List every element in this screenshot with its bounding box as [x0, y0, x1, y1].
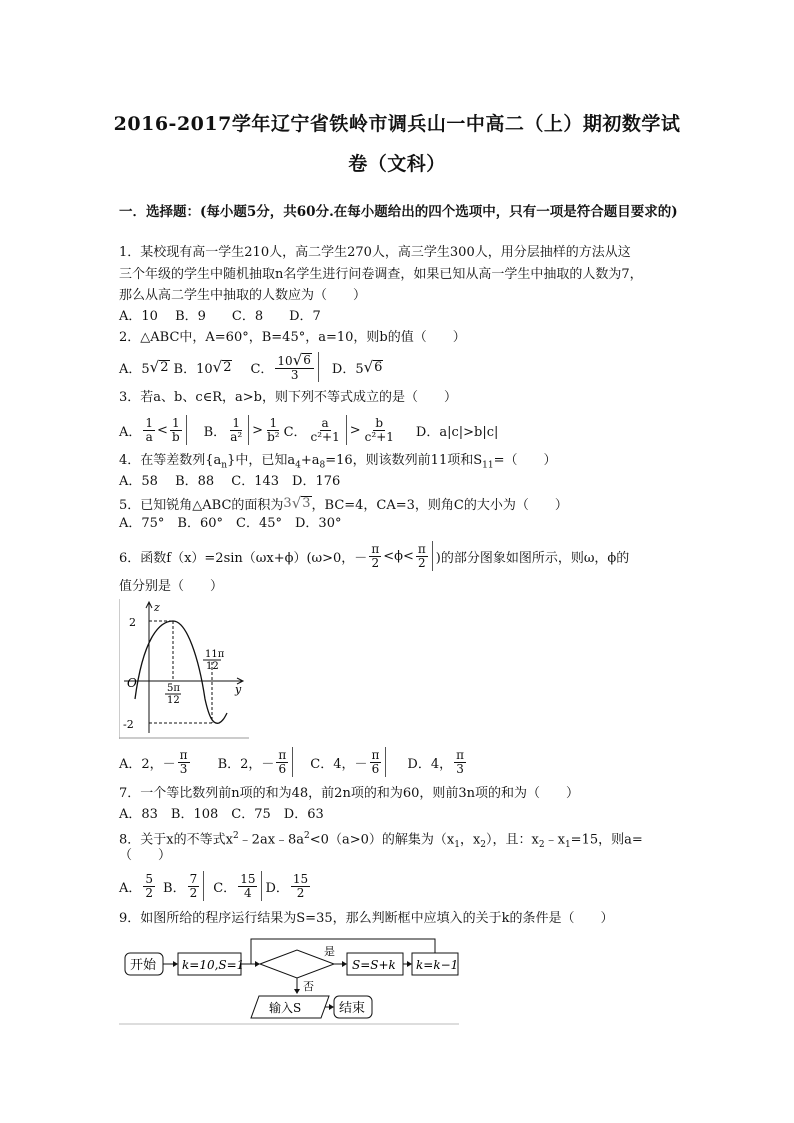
- q2-option-a-radical: [149, 357, 170, 376]
- flow-start-label: 开始: [130, 958, 157, 973]
- q4-stem: [119, 452, 557, 475]
- q2-option-b-radical: [212, 357, 233, 376]
- fraction: [228, 417, 244, 444]
- q5-stem: [119, 493, 568, 513]
- numerator: b: [375, 415, 384, 430]
- flow-output-label: 输入S: [269, 1001, 302, 1015]
- numerator: π: [456, 747, 464, 762]
- q2-options: [119, 350, 383, 384]
- denominator: 2: [145, 885, 154, 900]
- y-axis-label: y: [235, 683, 242, 696]
- q8-stem-text: ﹣x: [544, 832, 565, 848]
- flow-yes-label: 是: [324, 945, 335, 958]
- divider: [186, 415, 187, 445]
- q4-stem-text: =（ ）: [493, 453, 557, 468]
- denominator: 2: [296, 885, 305, 900]
- q1-options: A．10 B．9 C．8 D．7: [119, 309, 321, 324]
- arrowhead-icon: [173, 961, 178, 967]
- greater-than-sign: >: [349, 422, 361, 438]
- superscript: 2: [232, 831, 239, 841]
- sqrt-icon: √: [363, 357, 374, 376]
- section-heading: 一．选择题：(每小题5分，共60分.在每小题给出的四个选项中，只有一项是符合题目要求的): [119, 204, 678, 220]
- q2-option-c-num: 10: [277, 353, 293, 368]
- q1-line-2: 三个年级的学生中随机抽取n名学生进行问卷调查，如果已知从高一学生中抽取的人数为7，: [119, 267, 643, 282]
- q4-stem-text: +a: [300, 453, 320, 468]
- q5-area-radicand: 3: [302, 496, 311, 511]
- q2-option-b-label: B．10: [173, 361, 213, 377]
- divider: [292, 747, 293, 777]
- q3-option-a-label: A．: [119, 424, 142, 440]
- numerator: a: [321, 415, 329, 430]
- q8-option-d-label: D．: [265, 880, 289, 896]
- greater-than-sign: >: [252, 422, 264, 438]
- fraction: [265, 417, 282, 444]
- arrowhead-icon: [294, 989, 300, 994]
- fraction: [238, 873, 257, 900]
- numerator: π: [278, 747, 287, 762]
- divider: [385, 747, 386, 777]
- xlabel-5pi-num: 5π: [167, 683, 180, 694]
- denominator: a: [145, 429, 153, 444]
- numerator: 5: [145, 871, 154, 886]
- q4-options: A．58 B．88 C．143 D．176: [119, 474, 341, 489]
- q4-stem-text: }中，已知a: [227, 453, 296, 468]
- sqrt-icon: √: [291, 493, 302, 512]
- arrowhead-icon: [342, 961, 347, 967]
- q7-stem: 7．一个等比数列前n项的和为48，前2n项的和为60，则前3n项的和为（ ）: [119, 786, 580, 801]
- q8-stem-text: ﹣2ax﹣8a: [238, 832, 305, 848]
- xlabel-11pi-den: 12: [206, 661, 219, 672]
- numerator: 1: [171, 415, 180, 430]
- fraction: [188, 873, 200, 900]
- q4-stem-text: =16，则该数列前11项和S: [325, 453, 483, 468]
- subscript: 2: [538, 839, 545, 850]
- q6-stem-text: 6．函数f（x）=2sin（ωx+ϕ）(ω>0，－: [119, 550, 368, 566]
- divider: [346, 415, 347, 445]
- q5-stem-text: ，BC=4，CA=3，则角C的大小为（ ）: [311, 497, 568, 513]
- q3-option-d: D．a|c|>b|c|: [415, 424, 499, 440]
- q4-stem-text: 4．在等差数列{a: [119, 453, 222, 468]
- divider: [318, 352, 319, 382]
- q8-stem-text: 8．关于x的不等式x: [119, 832, 233, 848]
- fraction: [170, 417, 182, 444]
- subscript: 4: [295, 460, 301, 471]
- q8-stem-text: <0（a>0）的解集为（x: [309, 832, 455, 848]
- xlabel-5pi-den: 12: [167, 695, 180, 706]
- q2-stem: 2．△ABC中，A=60°，B=45°，a=10，则b的值（ ）: [119, 330, 466, 345]
- flow-decision-diamond: [260, 950, 334, 978]
- fraction: [276, 749, 288, 776]
- fraction: [369, 543, 381, 570]
- q2-option-a-radicand: 2: [160, 360, 169, 375]
- q5-area-coefficient: 3: [283, 495, 292, 511]
- q2-option-c-den: 3: [290, 367, 299, 382]
- divider: [432, 541, 433, 571]
- q6-stem-text: <ϕ<: [383, 548, 414, 564]
- exam-title-line-2: 卷（文科）: [348, 153, 446, 175]
- q6-stem: [119, 538, 629, 574]
- numerator: π: [371, 747, 380, 762]
- divider: [261, 871, 262, 901]
- denominator: 6: [371, 761, 380, 776]
- q2-option-c-fraction: [275, 350, 313, 382]
- q6-option-a-label: A．2，－: [119, 756, 176, 772]
- fraction: [454, 749, 466, 776]
- q5-options: A．75° B．60° C．45° D．30°: [119, 516, 342, 531]
- subscript: 1: [564, 839, 571, 850]
- q8-line-2: （ ）: [119, 848, 172, 863]
- q8-stem-text: ），且：x: [486, 832, 539, 848]
- arrowhead-icon: [329, 1004, 334, 1010]
- sqrt-icon: √: [212, 357, 223, 376]
- q1-line-3: 那么从高二学生中抽取的人数应为（ ）: [119, 288, 367, 303]
- origin-label: O: [127, 676, 137, 690]
- denominator: 4: [244, 885, 252, 900]
- denominator: 2: [417, 555, 426, 570]
- numerator: π: [371, 541, 380, 556]
- q6-stem-text: )的部分图象如图所示，则ω，ϕ的: [435, 550, 630, 566]
- q8-option-b-label: B．: [163, 880, 186, 896]
- numerator: 1: [269, 415, 278, 430]
- superscript: 2: [304, 831, 310, 841]
- numerator: π: [179, 747, 188, 762]
- divider: [203, 871, 204, 901]
- denominator: a²: [230, 429, 243, 444]
- denominator: 2: [189, 885, 198, 900]
- denominator: b: [171, 429, 180, 444]
- subscript: 8: [319, 460, 326, 471]
- flow-init-label: k=10,S=1: [182, 958, 245, 972]
- numerator: 15: [292, 871, 309, 886]
- q2-option-d-radicand: 6: [374, 360, 383, 375]
- divider: [248, 415, 249, 445]
- fraction: [363, 417, 396, 444]
- q6-option-b-label: B．2，－: [217, 756, 275, 772]
- fraction: [416, 543, 428, 570]
- q8-option-a-label: A．: [119, 880, 142, 896]
- q3-stem: 3．若a、b、c∈R，a>b，则下列不等式成立的是（ ）: [119, 390, 458, 405]
- q9-stem: 9．如图所给的程序运行结果为S=35，那么判断框中应填入的关于k的条件是（ ）: [119, 911, 614, 926]
- q1-line-1: 1．某校现有高一学生210人，高二学生270人，高三学生300人，用分层抽样的方法从这: [119, 245, 631, 260]
- sqrt-icon: √: [149, 357, 160, 376]
- fraction: [370, 749, 382, 776]
- q6-options: [119, 744, 468, 780]
- q5-stem-text: 5．已知锐角△ABC的面积为: [119, 497, 284, 513]
- ytick-top: 2: [129, 616, 136, 629]
- q6-option-d-label: D．4，: [407, 756, 453, 772]
- flow-end-label: 结束: [339, 1001, 366, 1016]
- subscript: 11: [482, 460, 494, 471]
- q3-options: [119, 410, 498, 450]
- arrowhead-icon: [407, 961, 412, 967]
- sqrt-icon: √: [292, 350, 303, 369]
- q8-option-c-label: C．: [213, 880, 237, 896]
- xlabel-11pi-num: 11π: [205, 649, 225, 660]
- numerator: 15: [240, 871, 256, 886]
- q3-option-c-label: C．: [283, 424, 307, 440]
- flow-loop-line: [251, 939, 435, 964]
- numerator: 7: [189, 871, 198, 886]
- less-than-sign: <: [157, 422, 168, 438]
- denominator: c²+1: [310, 429, 340, 444]
- denominator: 2: [371, 555, 380, 570]
- subscript: 2: [480, 839, 487, 850]
- numerator: 1: [145, 415, 154, 430]
- fraction: [309, 417, 342, 444]
- q2-option-a-label: A．5: [119, 361, 150, 377]
- q6-line-2: 值分别是（ ）: [119, 579, 224, 594]
- denominator: c²+1: [364, 429, 394, 444]
- flow-no-label: 否: [303, 980, 314, 993]
- denominator: b²: [267, 429, 280, 444]
- denominator: 3: [456, 761, 464, 776]
- q9-flowchart: [119, 933, 464, 1025]
- q5-area-radical: [291, 493, 312, 512]
- q6-sine-graph: [119, 599, 249, 739]
- denominator: 6: [278, 761, 287, 776]
- q8-stem-text: ，x: [459, 832, 481, 848]
- q3-option-b-label: B．: [203, 424, 227, 440]
- q2-option-c-label: C．: [250, 361, 274, 377]
- q2-option-b-radicand: 2: [223, 360, 232, 375]
- q7-options: A．83 B．108 C．75 D．63: [119, 807, 324, 822]
- subscript: n: [221, 460, 228, 471]
- z-axis-label: z: [154, 601, 160, 614]
- q8-stem: [119, 827, 643, 854]
- q2-option-d-radical: [363, 357, 384, 376]
- numerator: π: [417, 541, 426, 556]
- flow-update-k-label: k=k−1: [416, 958, 459, 972]
- ytick-bottom: -2: [123, 718, 134, 731]
- numerator: 1: [232, 415, 240, 430]
- subscript: 1: [454, 839, 460, 850]
- flow-update-s-label: S=S+k: [352, 958, 396, 972]
- q2-option-d-label: D．5: [331, 361, 364, 377]
- denominator: 3: [179, 761, 188, 776]
- fraction: [291, 873, 310, 900]
- q8-options: [119, 868, 312, 904]
- q8-stem-text: =15，则a=: [570, 832, 643, 848]
- fraction: [143, 873, 155, 900]
- fraction: [178, 749, 190, 776]
- q6-option-c-label: C．4，－: [310, 756, 368, 772]
- fraction: [143, 417, 155, 444]
- q2-option-c-radicand: 6: [303, 353, 311, 367]
- exam-title-line-1: 2016-2017学年辽宁省铁岭市调兵山一中高二（上）期初数学试: [113, 113, 681, 135]
